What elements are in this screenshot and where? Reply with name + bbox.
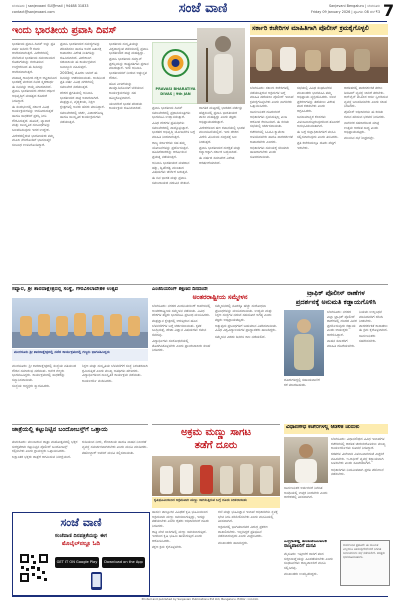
engineering-body-col1: ಬೆಂಗಳೂರು: ನಗರದ ಎಂಜಿನಿಯರಿಂಗ್ ಕಾಲೇಜಿನಲ್ಲಿ ಅಂತರರಾಷ್ಟ್ರೀಯ ಸಮ್ಮೇಳನ ನಡೆಯಿತು. ವಿವಿಧ ದೇಶಗಳ ತಜ್ಞರು ಭಾಗವಹಿಸಿ ಪ್ರಬಂಧ ಮಂಡಿಸಿದರು. ತಂತ್ರಜ್ಞಾನ ಕ್ಷೇತ್ರದಲ್ಲಿ ಆಗುತ್ತಿರುವ ಹೊಸ ಬೆಳವಣಿಗೆಗಳ ಬಗ್ಗೆ ಚರ್ಚಿಸಲಾಯಿತು. ಕೃತಕ ಬುದ್ಧಿಮತ್ತೆ, ಡೇಟಾ ವಿಜ್ಞಾನ ವಿಷಯಗಳು ಗಮನ ಸೆಳೆದವು. ವಿದ್ಯಾರ್ಥಿಗಳು ಸಂಶೋಧನೆಯಲ್ಲಿ ತೊಡಗಿಸಿಕೊಳ್ಳಬೇಕು ಎಂದು ಪ್ರಾಂಶುಪಾಲರು ಸಲಹೆ ನೀಡಿದರು. — [152, 304, 211, 353]
divider — [152, 424, 280, 425]
bottom-right-headline: ಸುಗ್ರೀವಾಜ್ಞೆ ಹಿಂಪಡೆಯುವಂತೆ ರಾಜ್ಯಪಾಲರಿಗೆ ಮನವಿ — [284, 540, 328, 549]
ad-logo: ಸಂಜೆ ವಾಣಿ — [60, 516, 102, 529]
police-body-col1: ಬೆಂಗಳೂರು: ಸರ್ಕಾರಿ ಕಚೇರಿಗಳಲ್ಲಿ ನಡೆಯುತ್ತಿರುವ ಅಕ್ರಮಗಳ ಬಗ್ಗೆ ಮಾಹಿತಿ ಪಡೆಯಲು ಪೊಲೀಸ್ ಇಲಾಖೆ ಕ್ರಮಕೈಗೊಳ್ಳಬೇಕು ಎಂದು ನಾಗರಿಕರು ಒತ್ತಾಯಿಸಿದರು. ಸಾರ್ವಜನಿಕರ ದೂರುಗಳಿಗೆ ಅಧಿಕಾರಿಗಳು ಸ್ಪಂದಿಸುತ್ತಿಲ್ಲ ಎಂಬ ಆರೋಪ ಕೇಳಿಬಂದಿದೆ. ಈ ಕುರಿತು ಸಭೆಯಲ್ಲಿ ಚರ್ಚಿಸಲಾಯಿತು. ಕಚೇರಿಗಳಲ್ಲಿ ಸಿಸಿಟಿವಿ ಕ್ಯಾಮೆರಾ ಅಳವಡಿಸಬೇಕು ಹಾಗೂ ಪಾರದರ್ಶಕತೆ ಕಾಪಾಡಬೇಕು ಎಂದರು. ಅಧಿಕಾರಿಗಳು ಸಮಯಕ್ಕೆ ಸರಿಯಾಗಿ ಹಾಜರಾಗಬೇಕು ಎಂದು ಸೂಚಿಸಲಾಯಿತು. — [250, 86, 294, 159]
pravasi-body-col3: ಭಾರತೀಯ ಸಂಸ್ಕೃತಿಯನ್ನು ವಿಶ್ವದಾದ್ಯಂತ ಪಸರಿಸುವಲ್ಲಿ ಪ್ರವಾಸಿ ಭಾರತೀಯರ ಪಾತ್ರ ಮಹತ್ವದ್ದು. ಪ್ರವಾಸಿ ಭಾರತೀಯ ಸಮ್ಮಾನ್ ಪ್ರಶಸ್ತಿಯನ್ನು ರಾಷ್ಟ್ರಪತಿಗಳು ಪ್ರದಾನ ಮಾಡುತ್ತಾರೆ. ಇದು ಅನಿವಾಸಿ ಭಾರತೀಯರಿಗೆ ನೀಡುವ ಅತ್ಯುನ್ನತ ಗೌರವ. ಹೊಸ ಪೀಳಿಗೆಯನ್ನು ತಾಯ್ನಾಡಿನೊಂದಿಗೆ ಬೆಸೆಯುವ ಕಾರ್ಯಕ್ರಮಗಳನ್ನು ಸಹ ಹಮ್ಮಿಕೊಳ್ಳಲಾಗಿದೆ. ಯುವಕರಿಗೆ ಭಾರತ ಪರಿಚಯ ಕಾರ್ಯಕ್ರಮ ರೂಪಿಸಲಾಗಿದೆ. — [109, 42, 149, 111]
engineering-headline: ಅಂತರರಾಷ್ಟ್ರೀಯ ಸಮ್ಮೇಳನ — [192, 294, 248, 301]
jatre-body-col2: ಕುಡಿಯುವ ನೀರು, ಶೌಚಾಲಯ ಹಾಗೂ ವಾಹನ ನಿಲುಗಡೆ ವ್ಯವಸ್ಥೆ ಸಮರ್ಪಕವಾಗಿರಬೇಕು ಎಂದು ಮನವಿ ಮಾಡಿದರು. ತಹಶೀಲ್ದಾರ್ ಅವರಿಗೆ ಮನವಿ ಸಲ್ಲಿಸಲಾಯಿತು. — [82, 440, 148, 455]
bottom-right-body: ಮೈಸೂರು: ಇತ್ತೀಚೆಗೆ ಜಾರಿಗೆ ತಂದ ಸುಗ್ರೀವಾಜ್ಞೆಯನ್ನು ಹಿಂಪಡೆಯಬೇಕು ಎಂದು ಸಂಘಟನೆಗಳು ರಾಜ್ಯಪಾಲರಿಗೆ ಮನವಿ ಸಲ್ಲಿಸಿದವು. ಮುಖಂಡರು ಉಪಸ್ಥಿತರಿದ್ದರು. — [284, 552, 333, 576]
emblem-text: PRAVASI BHARATIYA DIVAS | 9th JAN — [155, 87, 196, 96]
qr-code — [19, 553, 49, 583]
soil-body-col1: ಹಾಸನ: ತಾಲ್ಲೂಕಿನ ವಿವಿಧೆಡೆ ಕೃಷಿ ಭೂಮಿಯಿಂದ ಅಕ್ರಮವಾಗಿ ಮಣ್ಣು ಸಾಗಿಸಲಾಗುತ್ತಿದ್ದು, ಇದನ್ನು ತಡೆಯಬೇಕು ಎಂದು ರೈತರು ಅಧಿಕಾರಿಗಳಿಗೆ ದೂರು ನೀಡಿದರು. ರಾತ್ರಿ ವೇಳೆ ಲಾರಿಗಳಲ್ಲಿ ಮಣ್ಣು ಸಾಗಿಸಲಾಗುತ್ತಿದೆ. ಇದರಿಂದ ಕೃಷಿ ಭೂಮಿ ಹಾಳಾಗುತ್ತಿದೆ ಎಂದು ಆರೋಪಿಸಿದರು. ತಕ್ಷಣ ಕ್ರಮ ಕೈಗೊಳ್ಳಬೇಕು. — [152, 510, 209, 550]
pravasi-body-lower-2: ಜಾಗತಿಕ ಮಟ್ಟದಲ್ಲಿ ಭಾರತದ ವರ್ಚಸ್ಸು ಹೆಚ್ಚಿಸುವಲ್ಲಿ ಪ್ರವಾಸಿ ಭಾರತೀಯರ ಪಾಲು ಮಹತ್ವದ್ದು ಎಂದು ತಜ್ಞರು ಅಭಿಪ್ರಾಯಪಡುತ್ತಾರೆ. ವಿದೇಶಗಳಿಂದ ಹಣ ರವಾನೆಯಲ್ಲಿ ಭಾರತ ಮುಂಚೂಣಿಯಲ್ಲಿದೆ. ಇದು ದೇಶದ ವಿದೇಶಿ ವಿನಿಮಯ ಸಂಗ್ರಹಕ್ಕೆ ಬಲ ನೀಡುತ್ತದೆ. ಪ್ರವಾಸಿ ಭಾರತೀಯರ ಸುರಕ್ಷತೆ ಮತ್ತು ಕಲ್ಯಾಣಕ್ಕಾಗಿ ಸರ್ಕಾರ ಬದ್ಧವಾಗಿದೆ. ಈ ವರ್ಷದ ಸಮಾವೇಶ ವಿಶೇಷ ಆಕರ್ಷಣೆಯಾಗಿದೆ. — [199, 106, 245, 166]
police-body-col2: ಸಭೆಯಲ್ಲಿ ವಿವಿಧ ಸಂಘಟನೆಗಳ ಮುಖಂಡರು ಭಾಗವಹಿಸಿ ತಮ್ಮ ಅಭಿಪ್ರಾಯ ವ್ಯಕ್ತಪಡಿಸಿದರು. ಲಂಚ ಪ್ರಕರಣಗಳನ್ನು ತಡೆಯಲು ವಿಶೇಷ ತಂಡ ರಚಿಸಬೇಕು ಎಂದು ಆಗ್ರಹಿಸಿದರು. ಜನಸಾಮಾನ್ಯರ ಕೆಲಸಗಳು ವಿಳಂಬವಾಗುತ್ತಿರುವುದರಿಂದ ತೊಂದರೆ ಅನುಭವಿಸುವಂತಾಗಿದೆ. ಈ ಬಗ್ಗೆ ಜಿಲ್ಲಾಧಿಕಾರಿಗಳಿಗೆ ಮನವಿ ಸಲ್ಲಿಸಲಾಗುವುದು ಎಂದು ತಿಳಿಸಿದರು. ಪ್ರತಿ ಕಚೇರಿಯಲ್ಲೂ ದೂರು ಪೆಟ್ಟಿಗೆ ಇರಬೇಕು. — [297, 86, 340, 150]
logo: ಸಂಜೆ ವಾಣಿ — [178, 1, 228, 16]
contact-email: contact@sanjevaani.com — [12, 10, 55, 14]
jatre-headline: ಜಾತ್ರೆಯಲ್ಲಿ ಕಟ್ಟುನಿಟ್ಟಿನ ಬಂದೋಬಸ್ತ್‌ಗೆ ಒತ್ತಾಯ — [12, 427, 108, 433]
issue-date: Friday 09 January 2026 | ಪುಟಗಳು 08 ಬೆಲೆ ₹3 — [311, 10, 380, 14]
police-body-col3: ಆಡಳಿತದಲ್ಲಿ ಪಾರದರ್ಶಕತೆ ತರಲು ಡಿಜಿಟಲ್ ವ್ಯವಸ್ಥೆ ಜಾರಿಗೆ ತರಬೇಕು. ಆನ್‌ಲೈನ್ ಮೂಲಕ ಅರ್ಜಿ ಸ್ವೀಕರಿಸುವ ವ್ಯವಸ್ಥೆ ಬಲಪಡಿಸಬೇಕು ಎಂದು ಸಲಹೆ ನೀಡಿದರು. ಪೊಲೀಸ್ ಅಧಿಕಾರಿಗಳು ಈ ಕುರಿತು ಗಮನ ಹರಿಸುವ ಭರವಸೆ ನೀಡಿದರು. ನಾಗರಿಕರ ಸಹಕಾರದಿಂದ ಮಾತ್ರ ಉತ್ತಮ ಆಡಳಿತ ಸಾಧ್ಯ ಎಂದು ಅಭಿಪ್ರಾಯಪಟ್ಟರು. ಮುಂದಿನ ಸಭೆ ಶೀಘ್ರದಲ್ಲೇ. — [344, 86, 388, 141]
engineering-kicker: ಎಂಜಿನಿಯರಿಂಗ್ ಶಿಕ್ಷಣದ ದಿನದಂದೇ — [152, 287, 208, 292]
workshop-headline: ಸವ್ಯಾಲಿ, ಶ್ರೀ ಶಾರದಾಕ್ಷೇತ್ರದಲ್ಲಿ ಸಂಸ್ಥೆ, ಗೌರವಿಸಲಾದೇಶಿಕ ಉತ್ಸವ — [12, 287, 119, 292]
vidhana-body-col2: ಸಾರ್ವಜನಿಕರ ಅರ್ಜಿಗಳಿಗೆ ನಿಗದಿತ ಅವಧಿಯಲ್ಲಿ ಉತ್ತರ ನೀಡಬೇಕು ಎಂದು ಆದೇಶದಲ್ಲಿ ತಿಳಿಸಲಾಗಿದೆ. — [284, 486, 328, 500]
workshop-photo — [12, 298, 148, 348]
traffic-body-col3: ದೂರುಗಳಿದ್ದಲ್ಲಿ ಸಹಾಯವಾಣಿಗೆ ಕರೆ ಮಾಡಬಹುದು. — [284, 378, 320, 387]
divider — [12, 424, 148, 425]
workshop-body-col1: ಮಂಗಳೂರು: ಶ್ರೀ ಶಾರದಾಕ್ಷೇತ್ರದಲ್ಲಿ ಸಂಸ್ಥೆಯ ವತಿಯಿಂದ ಗೌರವ ಸಮಾರಂಭ ನಡೆಯಿತು. ಅನೇಕ ಗಣ್ಯರು ಭಾಗವಹಿಸಿದ್ದರು. ಕಾರ್ಯಕ್ರಮದಲ್ಲಿ ಸಾಧಕರನ್ನು ಸನ್ಮಾನಿಸಲಾಯಿತು. ಸಂಸ್ಥೆಯ ಅಧ್ಯಕ್ಷರು ಸ್ವಾಗತಿಸಿದರು. — [12, 364, 77, 388]
soil-body-col2: ಗಣಿ ಮತ್ತು ಭೂವಿಜ್ಞಾನ ಇಲಾಖೆ ಅಧಿಕಾರಿಗಳು ಸ್ಥಳಕ್ಕೆ ಭೇಟಿ ನೀಡಿ ಪರಿಶೀಲಿಸಬೇಕು ಎಂದು ಮನವಿಯಲ್ಲಿ ತಿಳಿಸಲಾಗಿದೆ. ಅಕ್ರಮದಲ್ಲಿ ಭಾಗಿಯಾದವರ ವಿರುದ್ಧ ಪ್ರಕರಣ ದಾಖಲಿಸಬೇಕು. ಇಲ್ಲದಿದ್ದರೆ ಪ್ರತಿಭಟನೆ ನಡೆಸಲಾಗುವುದು ಎಂದು ಎಚ್ಚರಿಸಿದರು. ಮುಖಂಡರು ಹಾಜರಿದ್ದರು. — [218, 510, 278, 545]
pravasi-body-col2: ಪ್ರವಾಸಿ ಭಾರತೀಯರ ಸಮಸ್ಯೆಗಳನ್ನು ಪರಿಹರಿಸಲು ಹಾಗೂ ಅವರ ಹಿತಾಸಕ್ತಿ ಕಾಪಾಡಲು ವಿಶೇಷ ನೀತಿಗಳನ್ನು ರೂಪಿಸಲಾಗಿದೆ. ವಿದೇಶಾಂಗ ಸಚಿವಾಲಯ ಈ ಕಾರ್ಯಕ್ರಮದ ಜವಾಬ್ದಾರಿ ವಹಿಸುತ್ತದೆ. 2003ರಲ್ಲಿ ಮೊದಲ ಬಾರಿಗೆ ಈ ದಿನವನ್ನು ಆಚರಿಸಲಾಯಿತು. ಅಂದಿನಿಂದ ಪ್ರತಿ ವರ್ಷ ವಿವಿಧ ನಗರಗಳಲ್ಲಿ ಸಮಾವೇಶ ನಡೆಯುತ್ತದೆ. ದೇಶದ ಪ್ರಗತಿಯಲ್ಲಿ ಅನಿವಾಸಿ ಭಾರತೀಯರ ಪಾತ್ರ ಅಪಾರವಾಗಿದೆ. ತಂತ್ರಜ್ಞಾನ, ವೈದ್ಯಕೀಯ, ಶಿಕ್ಷಣ ಕ್ಷೇತ್ರಗಳಲ್ಲಿ ಅವರು ಹೆಸರು ಮಾಡಿದ್ದಾರೆ. ಸಮಾವೇಶದಲ್ಲಿ ಚರ್ಚೆ, ವಿಚಾರಗೋಷ್ಠಿ ಹಾಗೂ ಸಾಂಸ್ಕೃತಿಕ ಕಾರ್ಯಕ್ರಮಗಳು ನಡೆಯುತ್ತವೆ. — [60, 42, 106, 124]
pravasi-emblem — [152, 42, 199, 104]
workshop-caption-box — [12, 349, 148, 361]
divider — [12, 284, 388, 285]
traffic-body-col2: ನಿಯಮ ಉಲ್ಲಂಘನೆ ಮಾಡಿದವರಿಗೆ ರಶೀದಿ ನೀಡಬೇಕು. ಪಾರದರ್ಶಕತೆ ಕಾಪಾಡಲು ಈ ಕ್ರಮ ಕೈಗೊಳ್ಳಲಾಗಿದೆ. ಸಾರ್ವಜನಿಕರು ಸಹಕರಿಸಬೇಕು. — [359, 310, 388, 344]
pravasi-headline: ಇಂದು ಭಾರತೀಯ ಪ್ರವಾಸಿ ದಿವಸ್ — [12, 26, 117, 36]
page-number: 7 — [383, 1, 395, 20]
soil-caption: ಕೃಷಿಭೂಮಿಯಿಂದ ಅಕ್ರಮವಾಗಿ ಮಣ್ಣು ಸಾಗಿಸುತ್ತಿರುವ ಬಗ್ಗೆ ದೂರು ನೀಡಲಾಯಿತು — [154, 498, 247, 502]
vidhana-headline: ವಿಧಾನಸೌಧ ಕಚೇರಿಗಳಲ್ಲಿ ಆಡಳಿತ ಚುರುಕು — [286, 425, 360, 430]
soil-headline-2: ತಡೆಗೆ ದೂರು — [194, 441, 238, 451]
traffic-body-col1: ಬೆಂಗಳೂರು: ನಗರದ ಎಲ್ಲಾ ಟ್ರಾಫಿಕ್ ಪೊಲೀಸ್ ಠಾಣೆಗಳಲ್ಲಿ ದಂಡದ ವಿವರ ಪ್ರದರ್ಶಿಸುವುದು ಕಡ್ಡಾಯ ಎಂದು ಆಯುಕ್ತರು ಆದೇಶಿಸಿದ್ದಾರೆ. ವಾಹನ ಸವಾರರಿಗೆ ಮಾಹಿತಿ ದೊರೆಯಬೇಕು. — [327, 310, 357, 348]
notice-text: ಸಾರ್ವಜನಿಕ ಪ್ರಕಟಣೆ: ಈ ಮೂಲಕ ಎಲ್ಲರಿಗೂ ತಿಳಿಸುವುದೇನೆಂದರೆ ನಿಗದಿತ ದಿನಾಂಕದಂದು ಸಭೆ ನಡೆಯಲಿದೆ. ಆಸಕ್ತರು ಭಾಗವಹಿಸಬಹುದು. — [343, 543, 386, 559]
vidhana-photo — [284, 437, 328, 483]
notice-box — [340, 540, 390, 586]
phone-icon — [77, 571, 117, 591]
traffic-headline-1: ಟ್ರಾಫಿಕ್ ಪೊಲೀಸ್ ಠಾಣೆಗಳ — [307, 290, 365, 297]
soil-photo — [152, 456, 280, 496]
traffic-photo — [284, 310, 324, 376]
qr-graphic — [19, 553, 49, 583]
police-headline: ಸರ್ಕಾರಿ ಕಚೇರಿಗಳ ಮಾಹಿತಿಗಾಗಿ ಪೊಲೀಸ್ ಕ್ರಮಕೈಗೊಳ್ಳಲಿ — [252, 25, 369, 32]
police-photo — [250, 37, 388, 83]
pravasi-body-lower-1: ಪ್ರವಾಸಿ ಭಾರತೀಯ ದಿವಸ್ ಸಮಾವೇಶದಲ್ಲಿ ಪ್ರಧಾನಮಂತ್ರಿಗಳು ಭಾಗವಹಿಸಿ ಉದ್ಘಾಟಿಸುತ್ತಾರೆ. ವಿವಿಧ ದೇಶಗಳ ಪ್ರತಿನಿಧಿಗಳು ಸಮಾವೇಶದಲ್ಲಿ ಪಾಲ್ಗೊಳ್ಳುತ್ತಾರೆ. ಭಾರತದ ಅಭಿವೃದ್ಧಿ ಯೋಜನೆಗಳ ಬಗ್ಗೆ ಮಾಹಿತಿ ನೀಡಲಾಗುತ್ತದೆ. ರಾಜ್ಯ ಸರ್ಕಾರಗಳು ಸಹ ತಮ್ಮ ಯೋಜನೆಗಳನ್ನು ಪ್ರದರ್ಶಿಸುತ್ತವೆ. ಹೂಡಿಕೆದಾರರನ್ನು ಆಕರ್ಷಿಸುವ ಪ್ರಯತ್ನ ನಡೆಯುತ್ತದೆ. ಅನಿವಾಸಿ ಭಾರತೀಯರ ಮತದಾನ ಹಕ್ಕು, ದ್ವಿಪೌರತ್ವ ಮುಂತಾದ ವಿಷಯಗಳು ಚರ್ಚೆಗೆ ಬರುತ್ತವೆ. ಈ ದಿನ ಭಾರತ ಮತ್ತು ಪ್ರವಾಸಿ ಸಮುದಾಯದ ನಡುವಿನ ಸೇತುವೆ. — [152, 106, 196, 185]
footer-imprint: Printed and published by Sanjevani Publications Pvt Ltd, Bengaluru. Editor: ಸಂಪಾದಕರು — [141, 597, 259, 601]
ad-line1: ಸಂಜೆವಾಣಿ ದಿನಪತ್ರಿಕೆಯನ್ನು ಈಗ — [54, 533, 108, 539]
soil-caption-box — [152, 497, 280, 508]
vidhana-body-col1: ಬೆಂಗಳೂರು: ವಿಧಾನಸೌಧದ ವಿವಿಧ ಇಲಾಖೆಗಳ ಕಚೇರಿಗಳಲ್ಲಿ ಆಡಳಿತ ಚುರುಕುಗೊಳಿಸಲು ಮುಖ್ಯ ಕಾರ್ಯದರ್ಶಿಗಳು ಸೂಚನೆ ನೀಡಿದ್ದಾರೆ. ಕಡತಗಳ ವಿಲೇವಾರಿ ವಿಳಂಬವಾಗದಂತೆ ಎಚ್ಚರಿಕೆ ವಹಿಸಬೇಕು. ಇ-ಆಫೀಸ್ ವ್ಯವಸ್ಥೆ ಕಡ್ಡಾಯವಾಗಿ ಬಳಸಬೇಕು ಎಂದು ಸೂಚಿಸಲಾಗಿದೆ. ಅಧಿಕಾರಿಗಳು ನಿಯಮಿತವಾಗಿ ಪ್ರಗತಿ ಪರಿಶೀಲನೆ ನಡೆಸಬೇಕು. — [331, 437, 386, 477]
workshop-caption: ಮಂಗಳೂರು ಶ್ರೀ ಶಾರದಾಕ್ಷೇತ್ರದಲ್ಲಿ ನಡೆದ ಕಾರ್ಯಕ್ರಮದಲ್ಲಿ ಗಣ್ಯರು ಭಾಗವಹಿಸಿದ್ದರು — [14, 350, 110, 354]
emblem-graphic — [153, 43, 198, 87]
ad-line2: ಮೊಬೈಲ್‌ನಲ್ಲೂ ಓದಿ — [61, 541, 101, 547]
gandhi-photo — [197, 28, 245, 104]
masthead-rule — [12, 21, 387, 22]
edition: Sanjevani Bengaluru | ಬೆಂಗಳೂರು — [328, 4, 380, 8]
app-store-button[interactable]: Download on the App Store — [102, 557, 145, 568]
soil-headline-1: ಅಕ್ರಮ ಮಣ್ಣು ಸಾಗಟ — [181, 428, 251, 438]
workshop-body-col2: ಶಿಕ್ಷಣ ಮತ್ತು ಸಂಸ್ಕೃತಿಯ ಬೆಳವಣಿಗೆಗೆ ಸಂಸ್ಥೆ ನಿರಂತರವಾಗಿ ಶ್ರಮಿಸುತ್ತಿದೆ ಎಂದು ಮುಖ್ಯ ಅತಿಥಿಗಳು ಹೇಳಿದರು. ವಿದ್ಯಾರ್ಥಿಗಳಿಂದ ಸಾಂಸ್ಕೃತಿಕ ಕಾರ್ಯಕ್ರಮ ನಡೆಯಿತು. ಕಾರ್ಯದರ್ಶಿ ವಂದಿಸಿದರು. — [82, 364, 148, 384]
engineering-body-col2: ಸಮ್ಮೇಳನದಲ್ಲಿ ನೂರಕ್ಕೂ ಹೆಚ್ಚು ಸಂಶೋಧನಾ ಪ್ರಬಂಧಗಳನ್ನು ಮಂಡಿಸಲಾಯಿತು. ಉದ್ಯಮ ಮತ್ತು ಶಿಕ್ಷಣ ಸಂಸ್ಥೆಗಳ ನಡುವೆ ಸಹಯೋಗ ಅಗತ್ಯ ಎಂದು ತಜ್ಞರು ಅಭಿಪ್ರಾಯಪಟ್ಟರು. ಅತ್ಯುತ್ತಮ ಪ್ರಬಂಧಗಳಿಗೆ ಬಹುಮಾನ ವಿತರಿಸಲಾಯಿತು. ವಿವಿಧ ವಿಶ್ವವಿದ್ಯಾಲಯಗಳ ಪ್ರಾಧ್ಯಾಪಕರು ಹಾಜರಿದ್ದರು. ಸಮ್ಮೇಳನ ಎರಡು ದಿನಗಳ ಕಾಲ ನಡೆಯಲಿದೆ. — [215, 304, 278, 339]
pravasi-body-col1: ಭಾರತೀಯ ಪ್ರವಾಸಿ ದಿವಸ್ ಅನ್ನು ಪ್ರತಿ ವರ್ಷ ಜನವರಿ 9 ರಂದು ಆಚರಿಸಲಾಗುತ್ತದೆ. ವಿದೇಶಗಳಲ್ಲಿ ನೆಲೆಸಿರುವ ಭಾರತೀಯ ಸಮುದಾಯದ ಕೊಡುಗೆಯನ್ನು ಗುರುತಿಸುವ ಉದ್ದೇಶದಿಂದ ಈ ದಿನವನ್ನು ಆಚರಿಸಲಾಗುತ್ತದೆ. ಮಹಾತ್ಮ ಗಾಂಧೀಜಿ ದಕ್ಷಿಣ ಆಫ್ರಿಕಾದಿಂದ ಭಾರತಕ್ಕೆ ಮರಳಿದ ದಿನದ ಸ್ಮರಣಾರ್ಥ ಈ ದಿನವನ್ನು ಆಯ್ಕೆ ಮಾಡಲಾಗಿದೆ. ಪ್ರವಾಸಿ ಭಾರತೀಯರು ದೇಶದ ಆರ್ಥಿಕ ಅಭಿವೃದ್ಧಿಗೆ ಮಹತ್ವದ ಕೊಡುಗೆ ನೀಡಿದ್ದಾರೆ. ಈ ಸಂದರ್ಭದಲ್ಲಿ ಸರ್ಕಾರ ವಿವಿಧ ಕಾರ್ಯಕ್ರಮಗಳನ್ನು ಆಯೋಜಿಸುತ್ತದೆ ಹಾಗೂ ಸಾಧಕರಿಗೆ ಪ್ರಶಸ್ತಿ ನೀಡಿ ಗೌರವಿಸುತ್ತದೆ. ಹೂಡಿಕೆ, ವ್ಯಾಪಾರ ಮತ್ತು ಸಾಂಸ್ಕೃತಿಕ ಸಂಬಂಧಗಳನ್ನು ಬಲಪಡಿಸುವುದು ಇದರ ಉದ್ದೇಶ. ವಿದೇಶದಲ್ಲಿರುವ ಭಾರತೀಯರು ತಮ್ಮ ಮೂಲ ನೆಲದೊಂದಿಗೆ ಭಾವನಾತ್ಮಕ ಸಂಬಂಧ ಉಳಿಸಿಕೊಂಡಿದ್ದಾರೆ. — [12, 42, 57, 147]
contact-line: ಬೆಂಗಳೂರು | sanjevaani SU@mail | 94488 31833 — [12, 4, 89, 8]
traffic-headline-2: ಪ್ರದರ್ಶನಕ್ಕೆ ಅನುಮತಿ ಕಡ್ಡಾಯಗೊಳಿಸಿ — [295, 299, 377, 306]
app-ad — [12, 512, 150, 596]
jatre-body-col1: ತುಮಕೂರು: ಮುಂಬರುವ ಜಾತ್ರಾ ಮಹೋತ್ಸವದಲ್ಲಿ ಭಕ್ತರ ಸುರಕ್ಷತೆಗಾಗಿ ಕಟ್ಟುನಿಟ್ಟಿನ ಪೊಲೀಸ್ ಬಂದೋಬಸ್ತ್ ಕಲ್ಪಿಸಬೇಕು ಎಂದು ಗ್ರಾಮಸ್ಥರು ಒತ್ತಾಯಿಸಿದರು. ಲಕ್ಷಾಂತರ ಭಕ್ತರು ಜಾತ್ರೆಗೆ ಆಗಮಿಸುವ ನಿರೀಕ್ಷೆಯಿದೆ. — [12, 440, 78, 460]
google-play-button[interactable]: GET IT ON Google Play — [55, 557, 99, 568]
